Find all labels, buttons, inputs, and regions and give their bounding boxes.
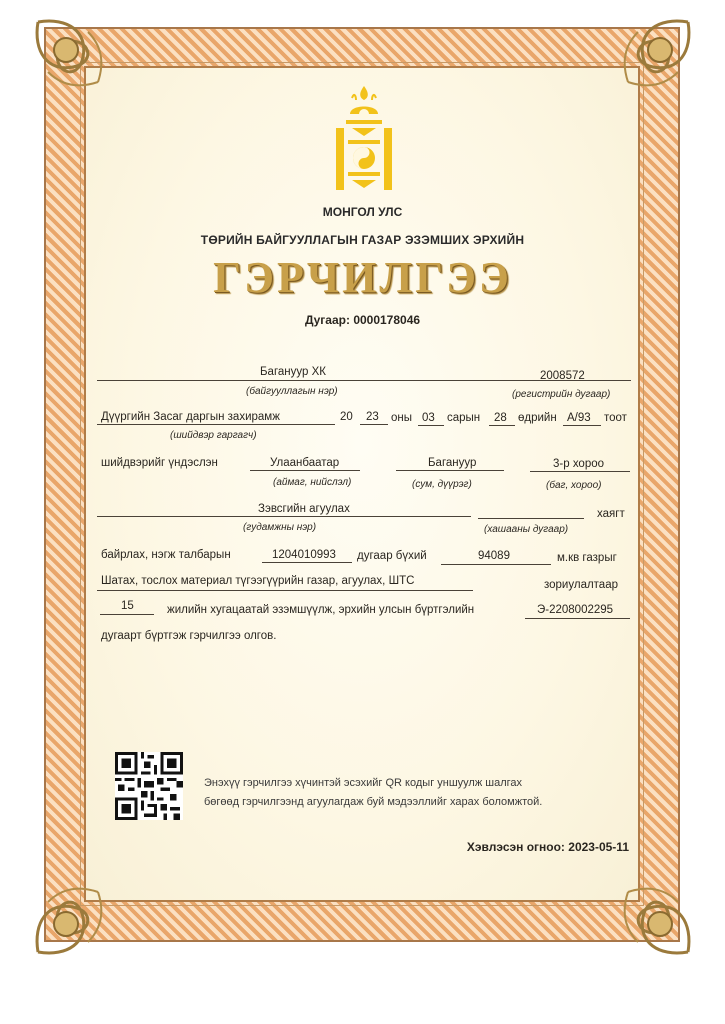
closing-text: дугаарт бүртгэж гэрчилгээ олгов. [101, 630, 277, 642]
street-line [97, 516, 471, 517]
qr-note-line2: бөгөөд гэрчилгээнд агуулагдаж буй мэдээллийг харах боломжтой. [204, 796, 543, 808]
year-value: 23 [366, 411, 379, 423]
day-value: 28 [494, 412, 507, 424]
area-line [441, 564, 551, 565]
aimag-caption: (аймаг, нийслэл) [273, 477, 352, 488]
month-line [418, 425, 444, 426]
org-line [97, 380, 631, 381]
certificate-subtitle: ТӨРИЙН БАЙГУУЛЛАГЫН ГАЗАР ЭЗЭМШИХ ЭРХИЙН [200, 233, 525, 247]
street-caption: (гудамжны нэр) [243, 522, 317, 533]
issuer-line [97, 424, 335, 425]
area-value: 94089 [478, 550, 510, 562]
parcel-mid-text: дугаар бүхий [357, 550, 427, 562]
bag-caption: (баг, хороо) [546, 480, 602, 491]
day-word: өдрийн [518, 412, 557, 424]
country-name: МОНГОЛ УЛС [322, 205, 403, 219]
registration-number-line [525, 618, 630, 619]
ornament-bottom-right [588, 852, 698, 962]
doc-word: тоот [604, 412, 627, 424]
unit-number-value: 1204010993 [272, 549, 336, 561]
registration-number-value: Э-2208002295 [537, 604, 614, 616]
certificate-number: Дугаар: 0000178046 [304, 313, 421, 327]
aimag-line [250, 470, 360, 471]
day-line [489, 425, 515, 426]
year-line [360, 424, 388, 425]
org-name-value: Багануур ХК [260, 366, 326, 378]
qr-code-icon [115, 752, 183, 820]
years-text: жилийн хугацаатай эзэмшүүлж, эрхийн улсын бүртгэлийн [167, 604, 475, 616]
year-word: оны [391, 412, 413, 424]
issuer-caption: (шийдвэр гаргагч) [170, 430, 257, 441]
org-name-caption: (байгууллагын нэр) [246, 386, 338, 397]
bag-value: 3-р хороо [553, 458, 605, 470]
bag-line [530, 471, 630, 472]
years-line [100, 614, 154, 615]
address-word: хаягт [597, 508, 625, 520]
ornament-top-left [28, 12, 138, 122]
parcel-lead: байрлах, нэгж талбарын [101, 549, 231, 561]
house-line [478, 518, 584, 519]
purpose-value: Шатах, тослох материал түгээгүүрийн газар, агуулах, ШТС [101, 575, 415, 587]
ornament-bottom-left [28, 852, 138, 962]
month-value: 03 [422, 412, 435, 424]
purpose-word: зориулалтаар [544, 579, 618, 591]
street-value: Зэвсгийн агуулах [258, 503, 350, 515]
register-value: 2008572 [540, 370, 585, 382]
year-prefix: 20 [340, 411, 353, 423]
certificate-title: ГЭРЧИЛГЭЭ [213, 253, 512, 302]
basis-text: шийдвэрийг үндэслэн [101, 457, 218, 469]
doc-number-value: А/93 [567, 412, 591, 424]
sum-line [396, 470, 504, 471]
doc-number-line [563, 425, 601, 426]
register-caption: (регистрийн дугаар) [512, 389, 611, 400]
sum-caption: (сум, дүүрэг) [412, 479, 472, 490]
purpose-line [97, 590, 473, 591]
month-word: сарын [447, 412, 481, 424]
unit-number-line [262, 562, 352, 563]
issuer-value: Дүүргийн Засаг даргын захирамж [101, 411, 280, 423]
house-caption: (хашааны дугаар) [484, 524, 569, 535]
soyombo-emblem-icon [332, 84, 396, 196]
print-date: Хэвлэсэн огноо: 2023-05-11 [466, 840, 629, 854]
sum-value: Багануур [428, 457, 477, 469]
qr-note-line1: Энэхүү гэрчилгээ хүчинтэй эсэхийг QR кодыг уншуулж шалгах [204, 777, 523, 789]
area-unit: м.кв газрыг [557, 552, 617, 564]
ornament-top-right [588, 12, 698, 122]
aimag-value: Улаанбаатар [270, 457, 340, 469]
years-value: 15 [121, 600, 134, 612]
